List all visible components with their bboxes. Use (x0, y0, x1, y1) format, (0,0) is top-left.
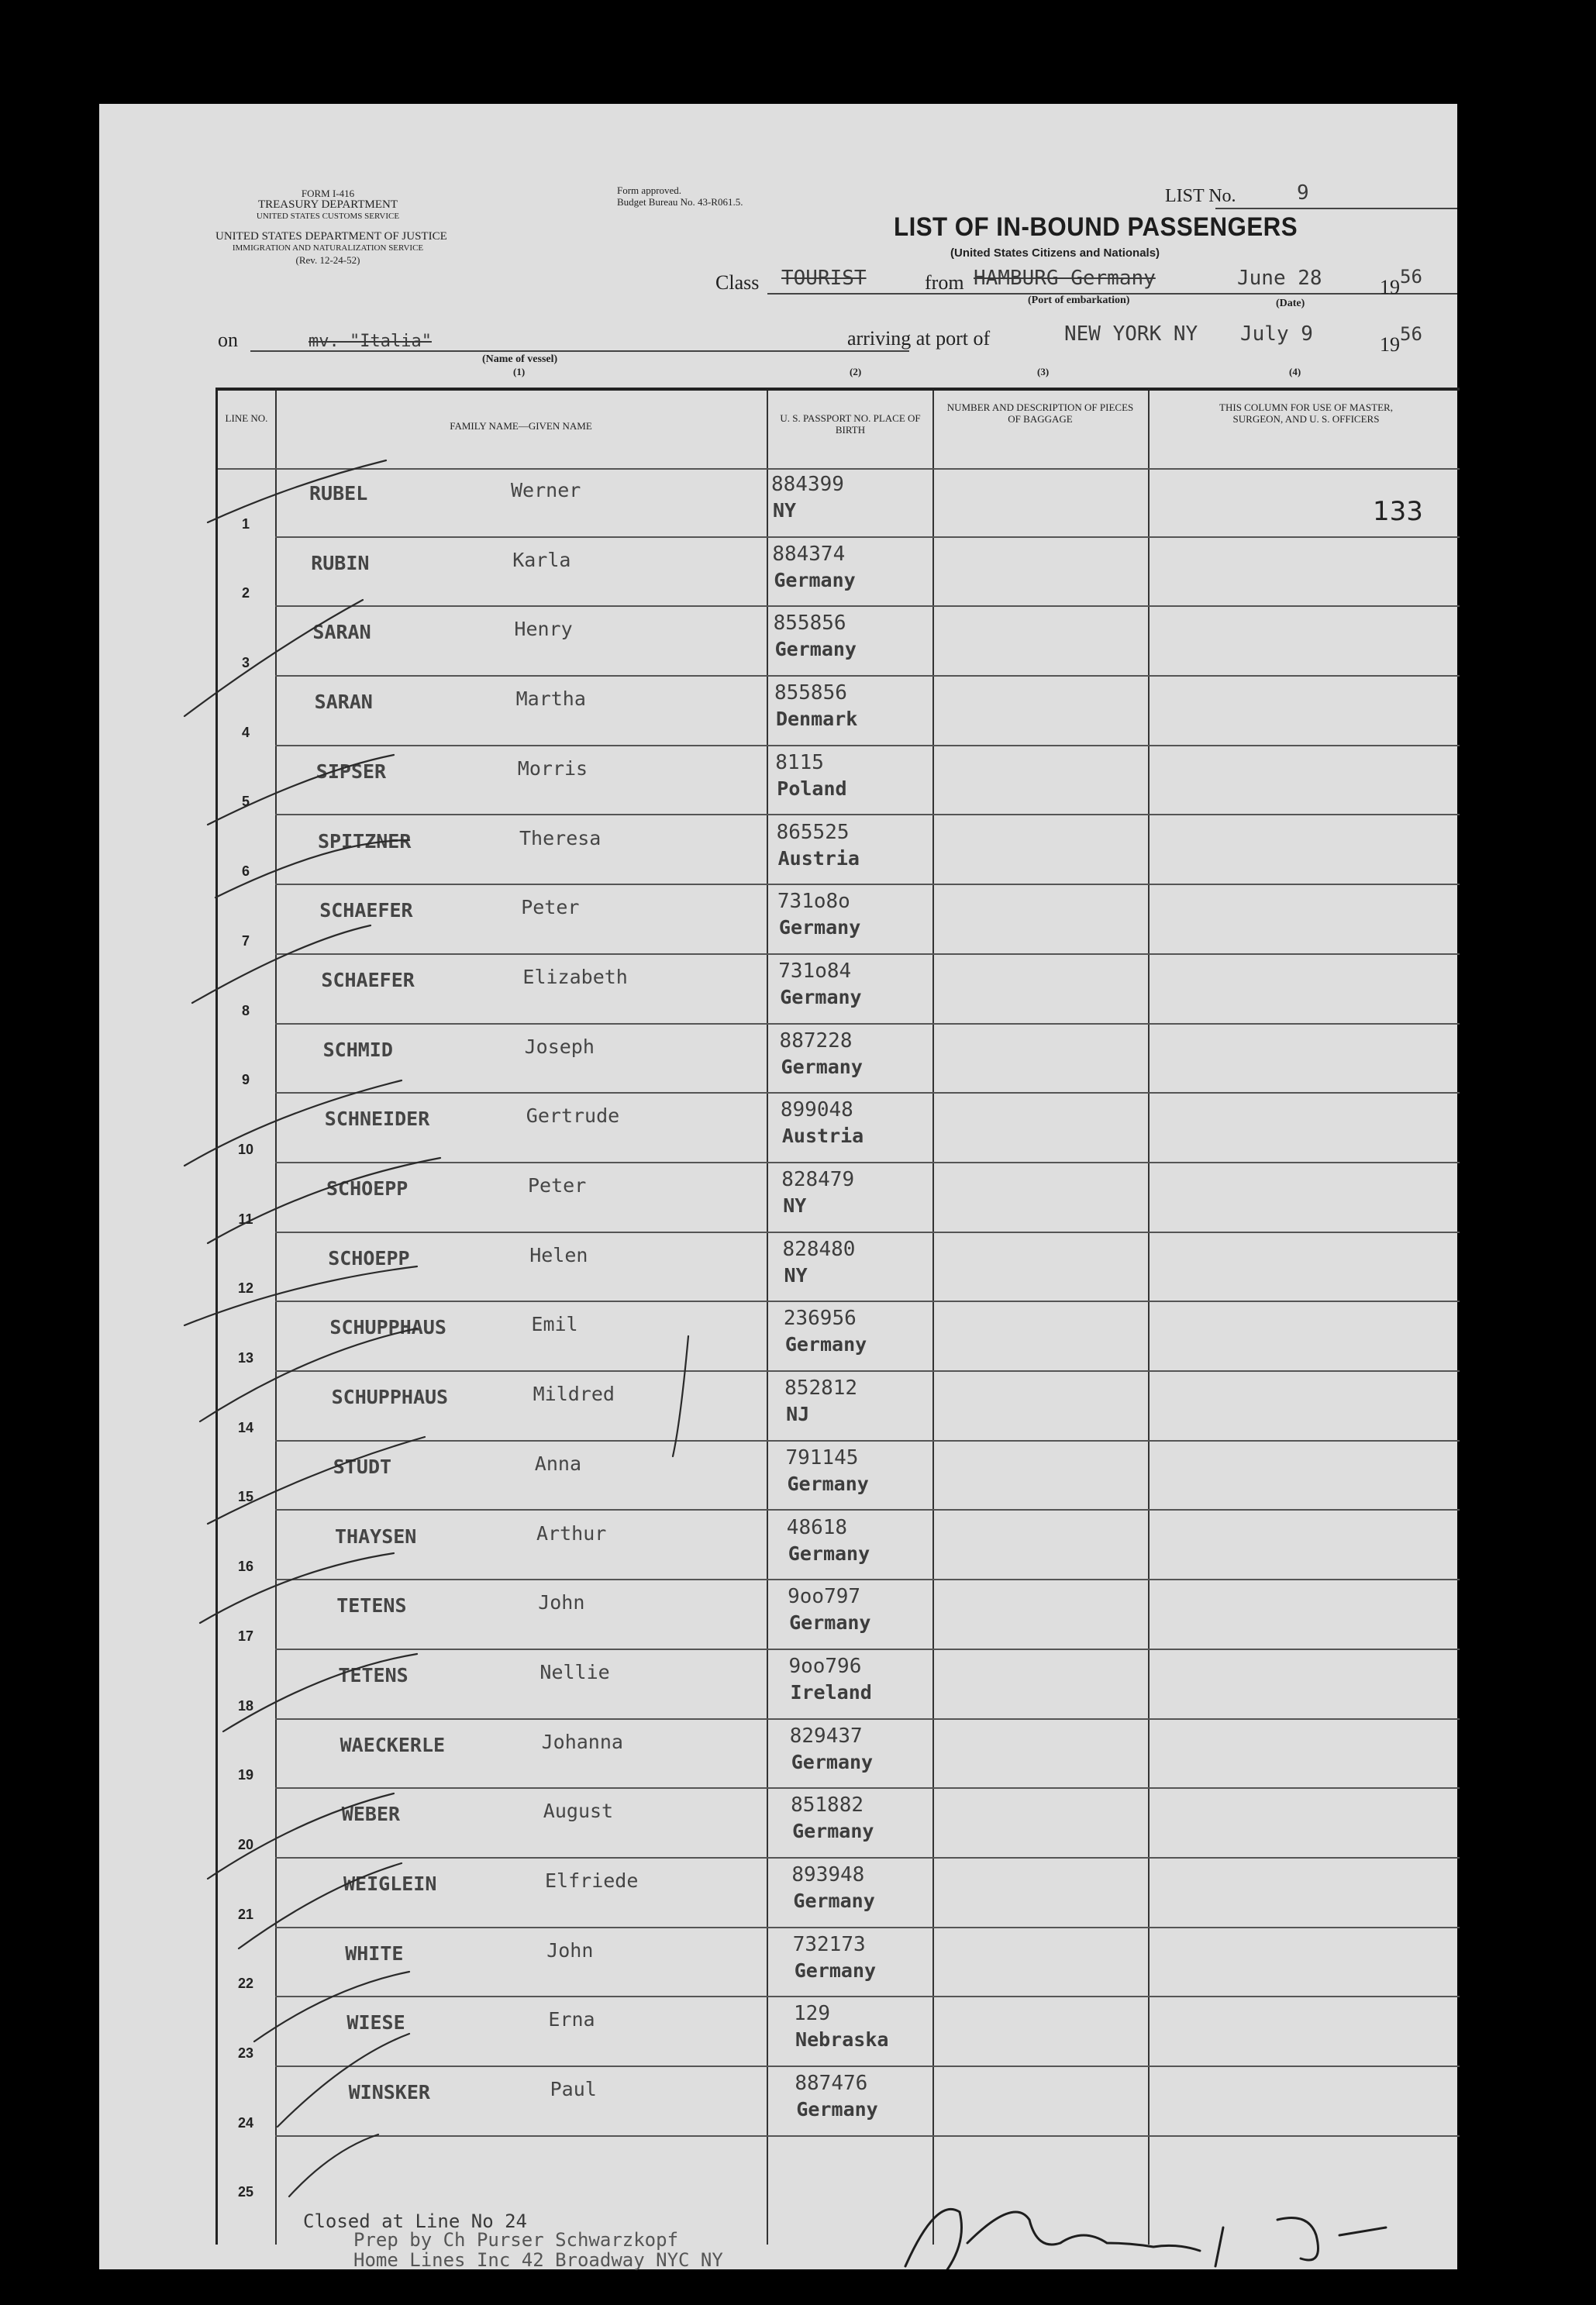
passport-number: 852812 (784, 1376, 858, 1401)
line-number: 6 (241, 863, 250, 880)
list-number-label: LIST No. (1165, 186, 1236, 206)
place-of-birth: Germany (788, 1542, 870, 1565)
line-number: 14 (237, 1419, 254, 1435)
passport-number: 828479 (781, 1168, 855, 1191)
given-name: Anna (534, 1452, 582, 1475)
col-head-line: LINE NO. (225, 412, 268, 424)
passport-number: 129 (794, 2002, 830, 2026)
line-number: 8 (241, 1002, 250, 1018)
family-name: STUDT (333, 1455, 392, 1478)
line-number: 2 (241, 585, 250, 601)
passport-number: 855856 (774, 681, 847, 705)
line-number: 5 (241, 794, 250, 810)
family-name: WAECKERLE (340, 1733, 446, 1756)
col4-caption: (4) (1289, 366, 1301, 377)
passport-number: 829437 (789, 1724, 863, 1748)
place-of-birth: Ireland (790, 1680, 872, 1704)
place-of-birth: Germany (791, 1750, 874, 1773)
line-number: 15 (237, 1489, 254, 1505)
arrival-date: July 9 (1240, 322, 1313, 346)
page-subtitle: (United States Citizens and Nationals) (950, 246, 1160, 260)
line-number: 16 (237, 1559, 254, 1575)
family-name: SARAN (314, 691, 373, 714)
line-number: 11 (238, 1211, 253, 1227)
passport-number: 731o84 (778, 959, 852, 983)
col-head-passport: U. S. PASSPORT NO. PLACE OF BIRTH (780, 412, 921, 436)
place-of-birth: Germany (774, 638, 857, 661)
line-number: 19 (237, 1767, 254, 1783)
family-name: WINSKER (348, 2081, 430, 2104)
passport-number: 48618 (786, 1515, 848, 1539)
arrival-year-suffix: 56 (1400, 323, 1422, 345)
line-number: 7 (241, 932, 250, 949)
given-name: Emil (531, 1313, 578, 1336)
year-prefix-2: 19 (1380, 333, 1400, 356)
given-name: Elfriede (545, 1869, 639, 1892)
given-name: Peter (521, 896, 580, 919)
passport-number: 851882 (791, 1793, 863, 1817)
given-name: Martha (515, 687, 586, 711)
line-number: 24 (237, 2114, 254, 2131)
line-number: 12 (237, 1280, 254, 1297)
given-name: Erna (548, 2008, 595, 2031)
passport-number: 791145 (785, 1445, 859, 1469)
place-of-birth: Denmark (775, 708, 858, 731)
family-name: SCHOEPP (326, 1177, 408, 1200)
given-name: Elizabeth (522, 965, 628, 988)
manifest-page (99, 104, 1457, 2269)
line-number: 18 (237, 1697, 254, 1714)
passport-number: 855856 (773, 612, 846, 636)
justice-dept: UNITED STATES DEPARTMENT OF JUSTICE (215, 230, 447, 243)
from-label: from (925, 271, 964, 294)
place-of-birth: Poland (777, 777, 847, 800)
line-number: 10 (237, 1141, 254, 1157)
prep-note: Prep by Ch Purser Schwarzkopf (353, 2229, 679, 2251)
line-number: 22 (237, 1976, 254, 1992)
passport-number: 884374 (772, 542, 846, 566)
family-name: TETENS (338, 1663, 408, 1687)
family-name: SCHUPPHAUS (329, 1316, 446, 1339)
passport-number: 828480 (782, 1237, 856, 1261)
given-name: John (546, 1938, 594, 1962)
class-value: TOURIST (781, 267, 867, 290)
family-name: SCHMID (322, 1038, 393, 1061)
line-number: 20 (237, 1836, 254, 1852)
from-port-value: HAMBURG Germany (974, 267, 1156, 290)
given-name: August (543, 1800, 614, 1823)
vessel-caption: (Name of vessel) (482, 353, 558, 365)
place-of-birth: NY (773, 499, 797, 522)
given-name: Joseph (524, 1035, 595, 1058)
given-name: John (538, 1591, 585, 1614)
given-name: Nellie (539, 1660, 610, 1683)
place-of-birth: Germany (792, 1820, 874, 1843)
family-name: TETENS (336, 1594, 407, 1618)
place-of-birth: Germany (784, 1333, 867, 1356)
place-of-birth: Germany (781, 1055, 863, 1078)
line-number: 13 (237, 1350, 254, 1366)
col1-caption: (1) (513, 366, 526, 377)
on-label: on (218, 329, 238, 351)
given-name: Henry (514, 618, 573, 641)
place-of-birth: Germany (794, 1959, 877, 1982)
line-number: 17 (237, 1628, 254, 1644)
line-number: 3 (241, 655, 250, 671)
line-number: 1 (241, 515, 250, 532)
place-of-birth: Germany (778, 916, 861, 939)
given-name: Mildred (533, 1383, 615, 1406)
line-number: 25 (237, 2184, 254, 2200)
given-name: Karla (512, 548, 571, 571)
given-name: Morris (517, 756, 588, 780)
line-number: 21 (237, 1906, 254, 1922)
line-number: 23 (237, 2045, 254, 2062)
col2-caption: (2) (850, 366, 862, 377)
passport-number: 865525 (776, 820, 850, 844)
col3-caption: (3) (1037, 366, 1050, 377)
family-name: WEBER (341, 1803, 401, 1826)
passport-number: 732173 (792, 1932, 866, 1956)
officer-note: 133 (1373, 496, 1423, 527)
customs-service: UNITED STATES CUSTOMS SERVICE (256, 212, 400, 221)
vessel-name: mv. "Italia" (309, 332, 432, 351)
date-caption: (Date) (1276, 298, 1305, 309)
page-title: LIST OF IN-BOUND PASSENGERS (894, 212, 1298, 242)
place-of-birth: Germany (780, 985, 862, 1008)
place-of-birth: NY (784, 1263, 808, 1287)
list-number-value: 9 (1297, 181, 1309, 205)
family-name: SCHNEIDER (324, 1108, 430, 1131)
family-name: SCHUPPHAUS (331, 1386, 449, 1409)
family-name: SCHOEPP (328, 1246, 410, 1270)
passport-number: 9oo797 (788, 1585, 861, 1609)
given-name: Werner (511, 479, 581, 501)
passport-number: 236956 (783, 1307, 857, 1331)
line-number: 9 (241, 1072, 250, 1088)
passport-number: 8115 (775, 750, 824, 774)
given-name: Arthur (536, 1521, 607, 1545)
form-number: FORM I-416 (301, 188, 355, 199)
year-prefix: 19 (1380, 276, 1400, 298)
place-of-birth: Austria (781, 1125, 864, 1148)
from-year-suffix: 56 (1400, 266, 1422, 288)
checkmarks-overlay (99, 104, 1457, 2269)
place-of-birth: Austria (777, 846, 860, 870)
col-head-name: FAMILY NAME—GIVEN NAME (450, 420, 592, 432)
signature (905, 2209, 1386, 2269)
given-name: Theresa (519, 826, 602, 849)
family-name: RUBIN (311, 551, 370, 574)
class-label: Class (715, 271, 760, 294)
family-name: WIESE (346, 2011, 405, 2035)
place-of-birth: Germany (787, 1472, 869, 1495)
passport-number: 893948 (791, 1863, 865, 1886)
passport-number: 884399 (771, 473, 844, 496)
budget-bureau: Budget Bureau No. 43-R061.5. (617, 196, 743, 208)
passport-number: 731o8o (777, 890, 850, 914)
passport-number: 9oo796 (788, 1654, 862, 1678)
passport-number: 887228 (779, 1028, 853, 1053)
place-of-birth: NJ (786, 1403, 810, 1426)
revision: (Rev. 12-24-52) (295, 254, 360, 266)
place-of-birth: Germany (793, 1890, 875, 1912)
col-head-baggage: NUMBER AND DESCRIPTION OF PIECES OF BAGGAGE (946, 401, 1134, 425)
place-of-birth: Germany (796, 2098, 878, 2121)
col-head-officers: THIS COLUMN FOR USE OF MASTER, SURGEON, AND U. S. OFFICERS (1219, 401, 1393, 425)
form-approved: Form approved. (617, 184, 682, 196)
place-of-birth: Germany (789, 1611, 871, 1635)
family-name: SCHAEFER (319, 899, 413, 922)
port-embark-caption: (Port of embarkation) (1028, 295, 1130, 306)
given-name: Johanna (541, 1730, 623, 1753)
family-name: SPITZNER (318, 829, 412, 853)
line-number: 4 (241, 724, 250, 740)
ins-service: IMMIGRATION AND NATURALIZATION SERVICE (232, 243, 424, 253)
family-name: RUBEL (309, 482, 368, 505)
place-of-birth: Nebraska (795, 2028, 889, 2052)
place-of-birth: Germany (774, 568, 856, 591)
arrival-port: NEW YORK NY (1064, 322, 1198, 346)
treasury-dept: TREASURY DEPARTMENT (257, 198, 398, 211)
family-name: THAYSEN (335, 1525, 417, 1548)
given-name: Paul (550, 2078, 597, 2101)
passport-number: 887476 (795, 2072, 868, 2096)
family-name: SIPSER (315, 760, 387, 783)
arriving-label: arriving at port of (847, 327, 991, 350)
closed-note: Closed at Line No 24 (303, 2210, 527, 2232)
given-name: Peter (528, 1174, 587, 1197)
company-note: Home Lines Inc 42 Broadway NYC NY (353, 2249, 723, 2271)
family-name: SCHAEFER (321, 968, 415, 991)
family-name: SARAN (312, 621, 371, 644)
given-name: Gertrude (526, 1104, 620, 1128)
place-of-birth: NY (783, 1194, 807, 1217)
given-name: Helen (529, 1243, 588, 1266)
from-date: June 28 (1237, 267, 1322, 290)
family-name: WHITE (345, 1942, 404, 1965)
passport-number: 899048 (780, 1098, 853, 1122)
family-name: WEIGLEIN (343, 1873, 437, 1895)
